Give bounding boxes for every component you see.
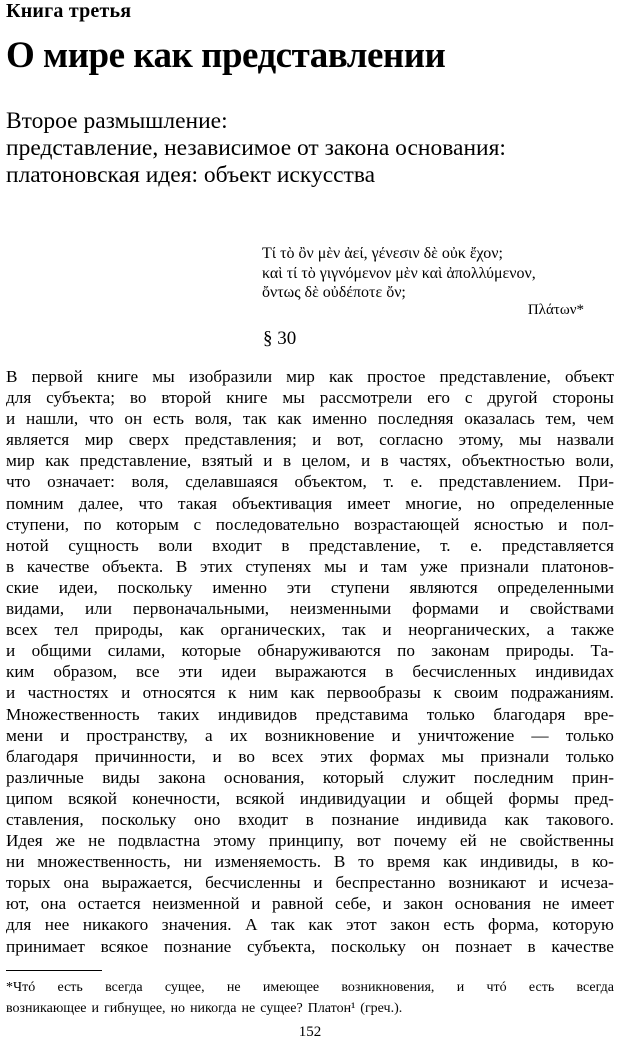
body-line: нотой сущность воли входит в представление, т. е. представляется — [6, 535, 614, 555]
body-line: В первой книге мы изобразили мир как простое представление, объект — [6, 367, 614, 386]
footnote-line: возникающее и гибнущее, но никогда не сущее? Платон¹ (греч.). — [6, 1001, 403, 1017]
body-line: видами, или первоначальными, неизменными формами и свойствами — [6, 599, 614, 619]
body-line: торых она выражается, бесчисленны и беспрестанно возникают и исчеза- — [6, 873, 614, 893]
body-line: всех тел природы, как органических, так и неорганических, а также — [6, 620, 614, 640]
epigraph — [262, 244, 536, 303]
body-line: мир как представление, взятый и в целом, и в частях, объектностью воли, — [6, 451, 614, 471]
epigraph-line: ὄντως δὲ οὐδέποτε ὄν; — [262, 284, 406, 301]
subtitle-line: представление, независимое от закона основания: — [6, 135, 506, 161]
chapter-subtitle — [6, 108, 506, 189]
subtitle-line: Второе размышление: — [6, 108, 228, 134]
body-line: ни множественность, ни изменяемость. В то время как индивиды, в ко- — [6, 852, 614, 872]
page-number: 152 — [298, 1024, 322, 1040]
body-line: является мир сверх представления; и вот, согласно этому, мы назвали — [6, 430, 614, 450]
subtitle-line: платоновская идея: объект искусства — [6, 162, 376, 188]
body-line: что означает: воля, сделавшаяся объектом, т. е. представлением. При- — [6, 472, 614, 492]
epigraph-line: καὶ τί τὸ γιγνόμενον μὲν καὶ ἀπολλύμενον, — [262, 264, 536, 282]
book-label: Книга третья — [6, 0, 132, 22]
body-line: Идея же не подвластна этому принципу, вот почему ей не свойственны — [6, 831, 614, 851]
footnote-divider — [6, 970, 102, 971]
book-title: О мире как представлении — [6, 35, 446, 76]
footnote — [6, 979, 614, 1021]
body-line: ципом всякой конечности, всякой индивидуации и общей формы пред- — [6, 788, 614, 808]
body-line: и общими силами, которые обнаруживаются по законам природы. Та- — [6, 641, 614, 661]
body-line: ступени, по которым с последовательно возрастающей ясностью и пол- — [6, 514, 614, 534]
body-paragraph — [6, 366, 614, 957]
body-line: мени и пространству, а их возникновение и уничтожение — только — [6, 725, 614, 745]
body-line: и частностях и относятся к ним как первообразы к своим подражаниям. — [6, 683, 614, 703]
body-line: ют, она остается неизменной и равной себе, и закон основания не имеет — [6, 894, 614, 914]
body-line: для субъекта; во второй книге мы рассмотрели его с другой стороны — [6, 388, 614, 408]
section-number: § 30 — [263, 328, 297, 349]
body-line: для нее никакого значения. А так как этот закон есть форма, которую — [6, 915, 614, 935]
body-line: благодаря причинности, и во всех этих формах мы признали только — [6, 746, 614, 766]
epigraph-author: Πλάτων* — [527, 302, 584, 318]
epigraph-line: Τί τὸ ὂν μὲν ἀεί, γένεσιν δὲ οὐκ ἔχον; — [262, 245, 503, 262]
body-line: ким образом, все эти идеи выражаются в бесчисленных индивидах — [6, 662, 614, 682]
body-line: ские идеи, поскольку именно эти ступени являются определенными — [6, 577, 614, 597]
body-line: помним далее, что такая объективация имеет многие, но определенные — [6, 493, 614, 513]
body-line: в качестве объекта. В этих ступенях мы и там уже признали платонов- — [6, 556, 614, 576]
footnote-line: *Чтó есть всегда сущее, не имеющее возникновения, и чтó есть всегда — [6, 980, 614, 995]
body-line: различные виды закона основания, который служит последним прин- — [6, 767, 614, 787]
body-line: принимает всякое познание субъекта, поскольку он познает в качестве — [6, 936, 614, 956]
body-line: ставления, поскольку оно входит в познание индивида как такового. — [6, 809, 614, 829]
body-line: и нашли, что он есть воля, так как именно последняя оказалась тем, чем — [6, 409, 614, 429]
body-line: Множественность таких индивидов представима только благодаря вре- — [6, 704, 614, 724]
